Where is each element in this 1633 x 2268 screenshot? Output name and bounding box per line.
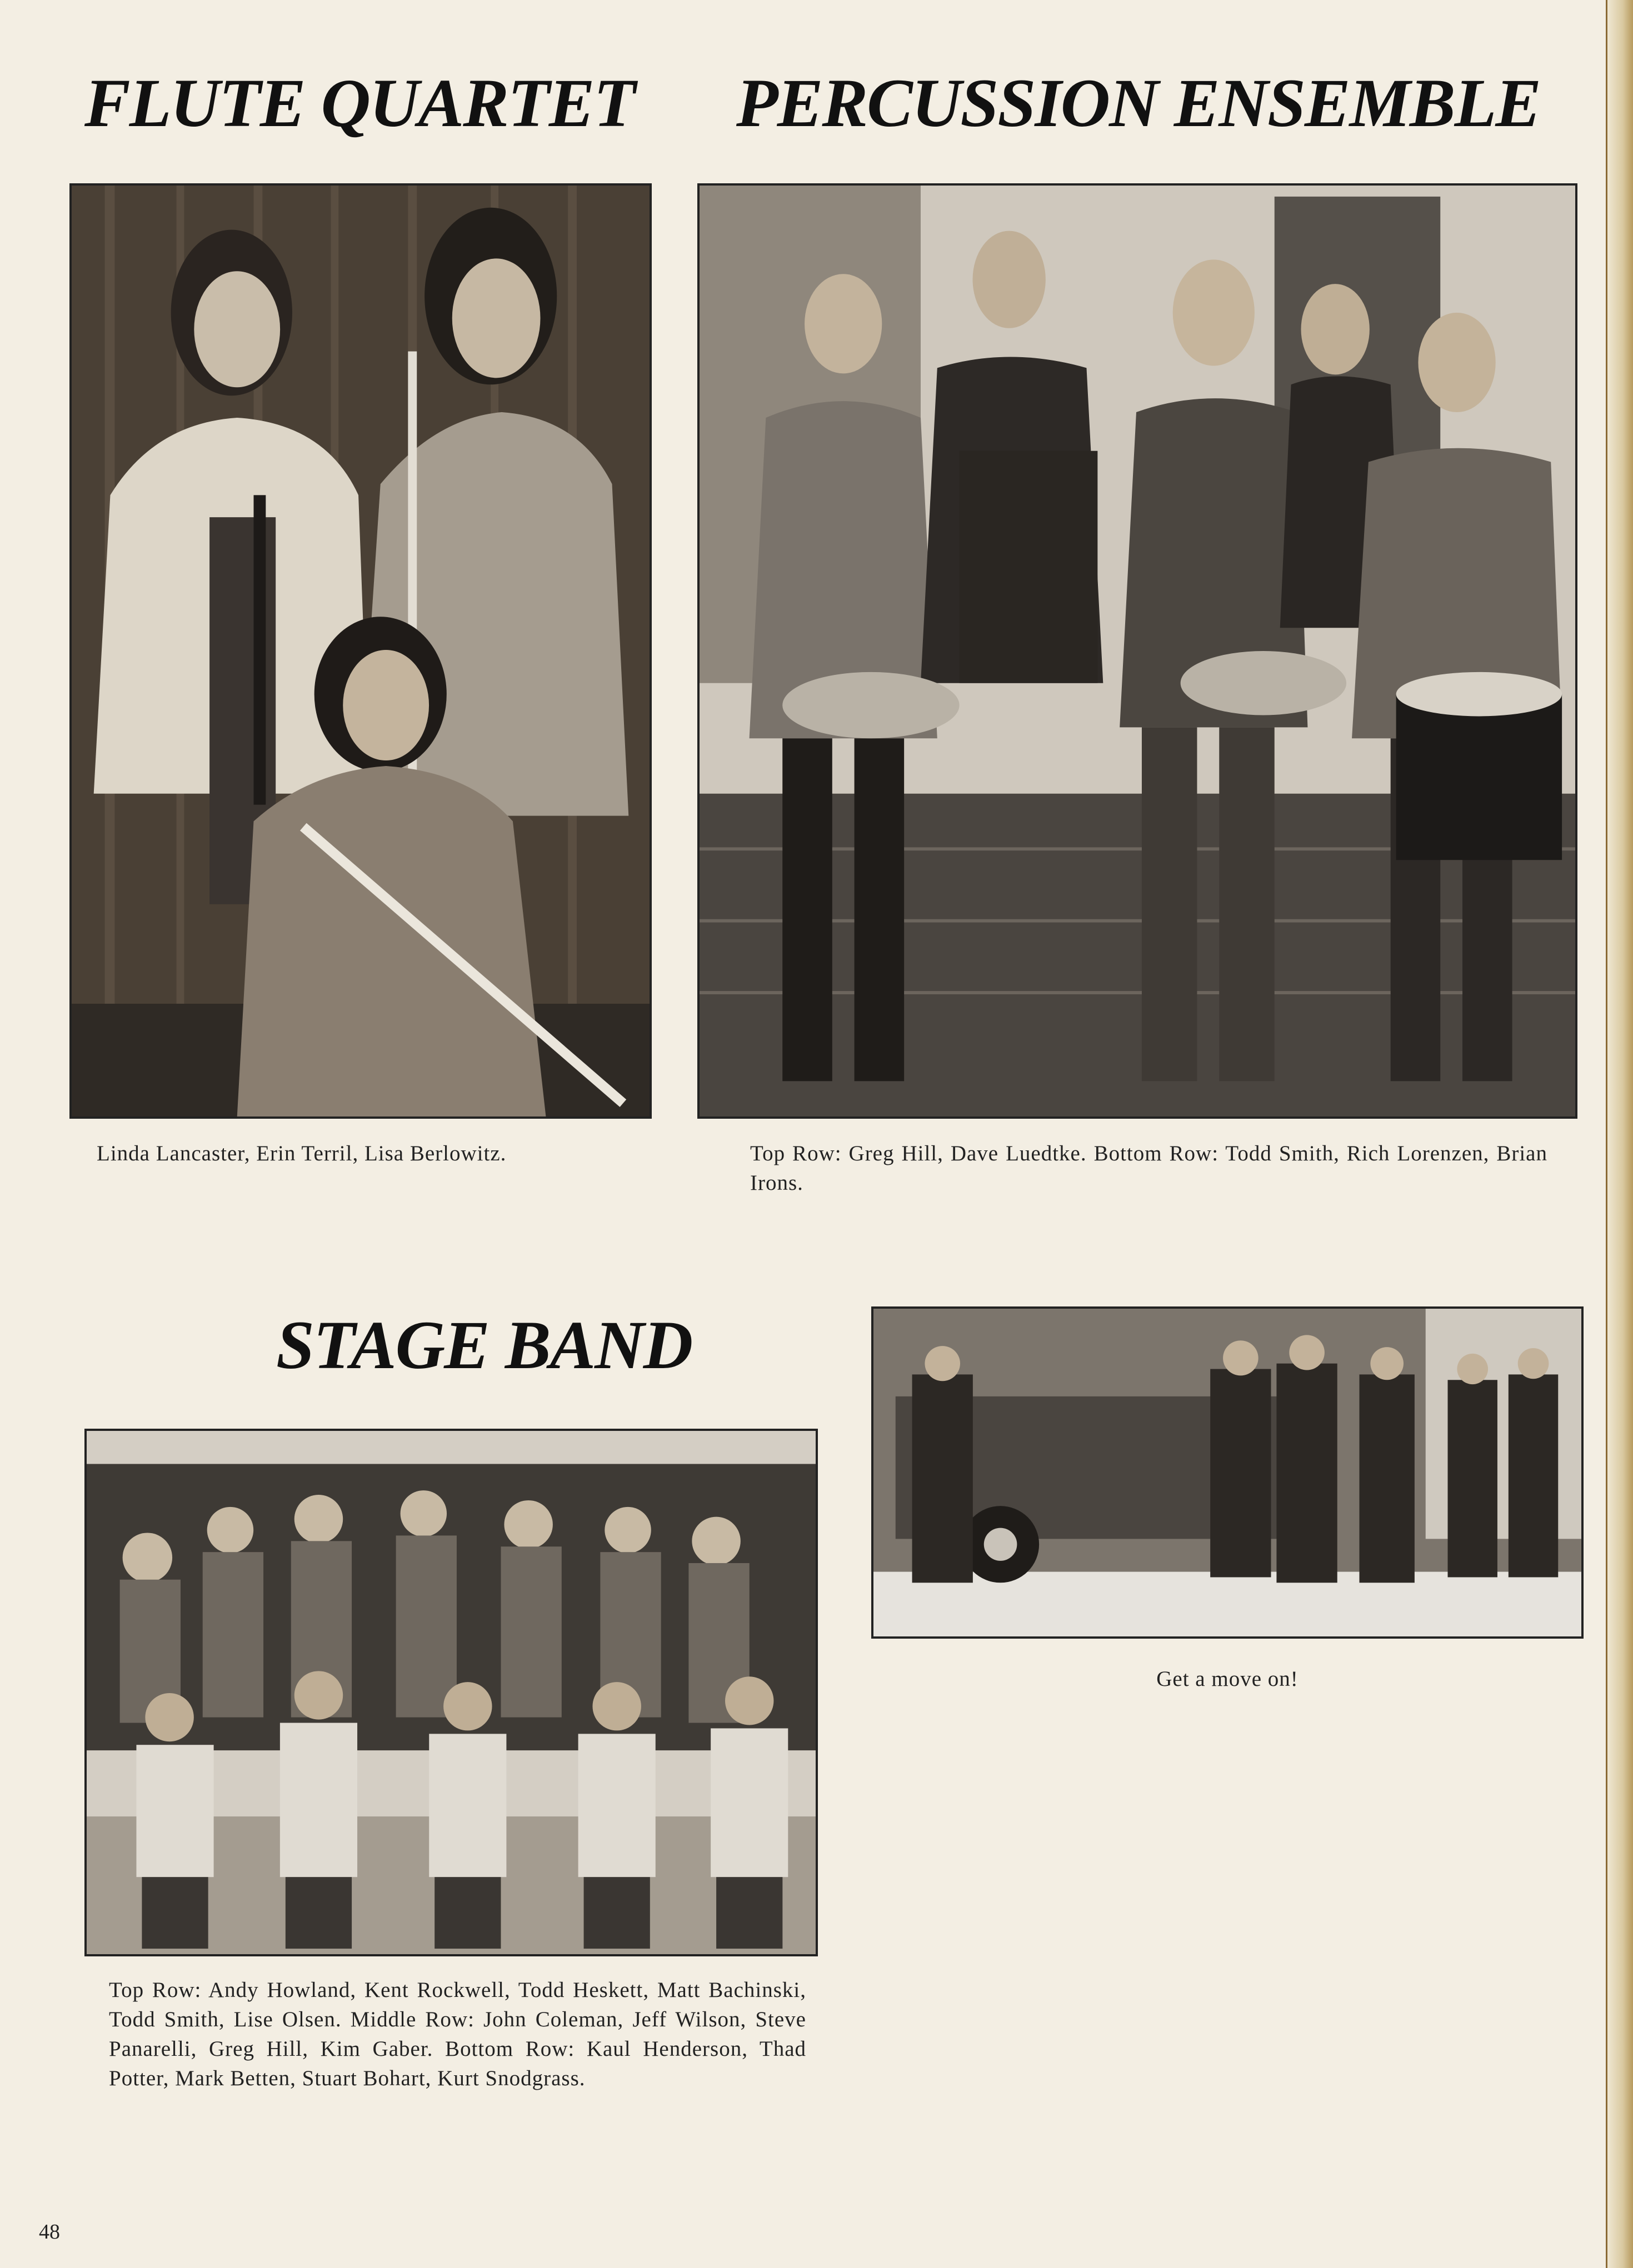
stage-band-caption: Top Row: Andy Howland, Kent Rockwell, Todd Heskett, Matt Bachinski, Todd Smith, Lise Olsen. Middle Row: John Coleman, Jeff Wilson, Steve Panarelli, Greg Hill, Kim Gaber. Bottom Row: Kaul Henderson, Thad Potter, Mark Betten, Stuart Bohart, Kurt Snodgrass.: [109, 1978, 806, 2090]
percussion-ensemble-heading: PERCUSSION ENSEMBLE: [736, 65, 1541, 141]
flute-quartet-caption: Linda Lancaster, Erin Terril, Lisa Berlowitz.: [97, 1141, 507, 1165]
flute-quartet-heading: FLUTE QUARTET: [84, 65, 635, 141]
percussion-ensemble-caption: Top Row: Greg Hill, Dave Luedtke. Bottom Row: Todd Smith, Rich Lorenzen, Brian Irons.: [750, 1141, 1547, 1195]
stage-band-heading: STAGE BAND: [276, 1307, 692, 1383]
flute-quartet-image: [72, 186, 650, 1117]
candid-image: [873, 1309, 1581, 1636]
flute-quartet-photo: [69, 183, 652, 1119]
percussion-ensemble-photo: [697, 183, 1577, 1119]
page-number: 48: [39, 2220, 60, 2244]
candid-photo: [871, 1306, 1584, 1639]
percussion-ensemble-image: [700, 186, 1575, 1117]
binding-edge: [1606, 0, 1633, 2268]
stage-band-image: [87, 1431, 816, 1954]
candid-caption: Get a move on!: [1156, 1667, 1299, 1691]
stage-band-photo: [84, 1429, 818, 1956]
